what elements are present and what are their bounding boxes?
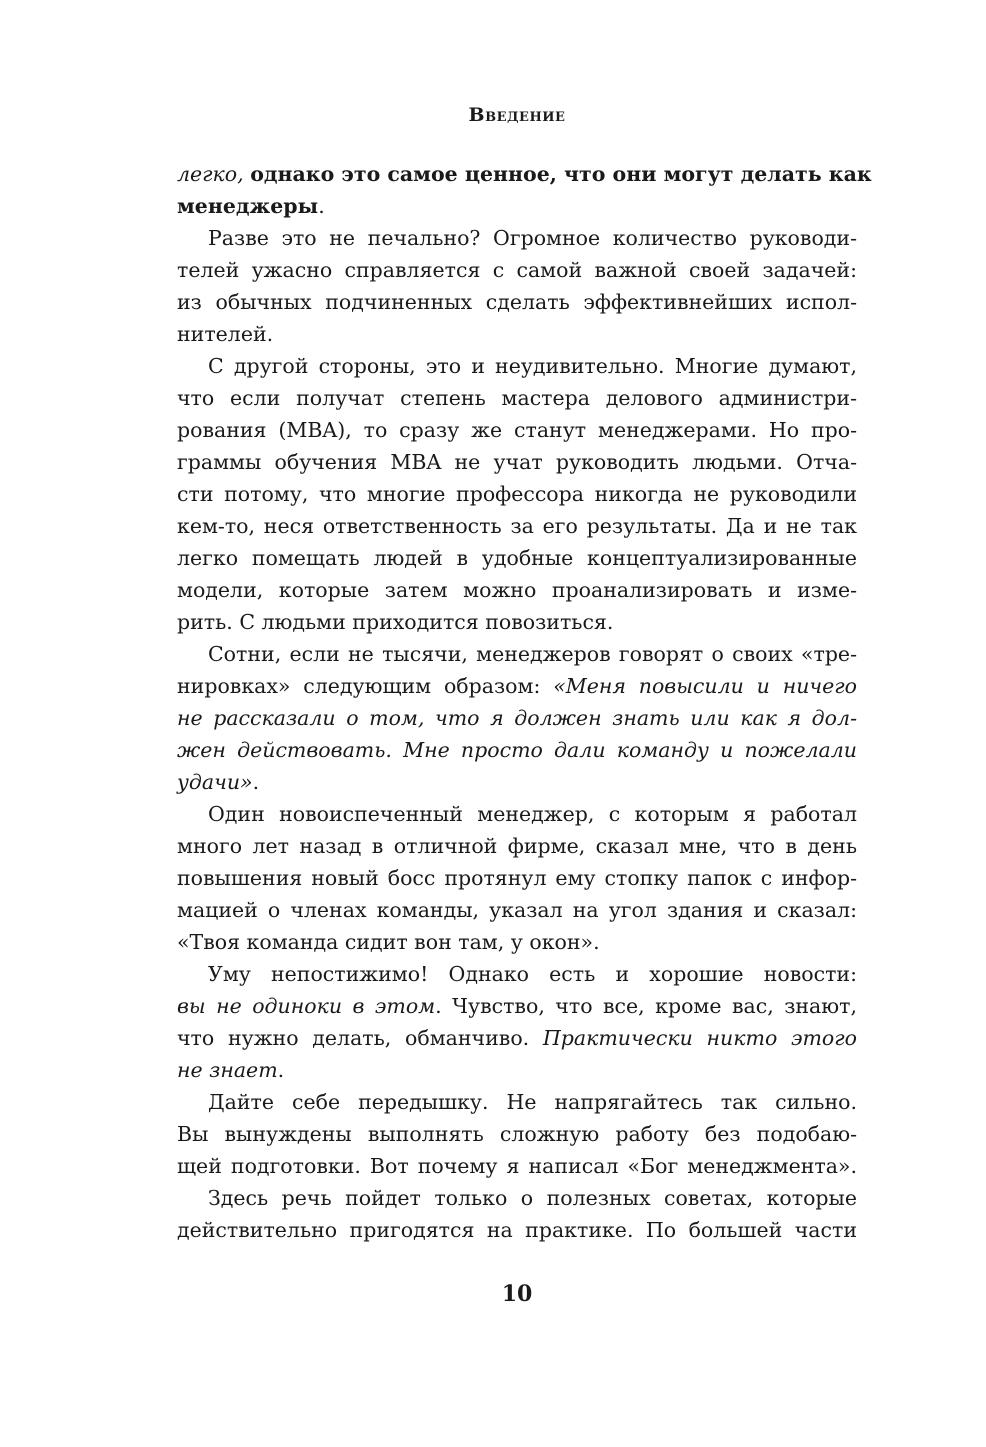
- text-run: не знает: [177, 1058, 278, 1082]
- book-page: [177, 0, 872, 1447]
- text-run: С другой стороны, это и неудивительно. Многие думают,: [208, 354, 857, 378]
- text-run: повышения новый босс протянул ему стопку папок с инфор-: [177, 866, 857, 890]
- text-line: [177, 862, 857, 894]
- text-line: [177, 478, 857, 510]
- text-line: [177, 158, 872, 190]
- text-run: щей подготовки. Вот почему я написал «Бог менеджмента».: [177, 1154, 857, 1178]
- text-run: вы не одиноки в этом: [177, 994, 436, 1018]
- text-run: однако это самое ценное, что они могут делать как: [250, 162, 872, 186]
- text-run: много лет назад в отличной фирме, сказал мне, что в день: [177, 834, 857, 858]
- text-run: .: [277, 1058, 285, 1082]
- text-line: [177, 1022, 857, 1054]
- text-run: .: [318, 194, 325, 218]
- text-line: [177, 254, 857, 286]
- text-line: [177, 1150, 857, 1182]
- text-run: граммы обучения MBA не учат руководить людьми. Отча-: [177, 450, 857, 474]
- text-run: менеджеры: [177, 194, 319, 218]
- text-line: [177, 766, 857, 798]
- text-line: [177, 670, 857, 702]
- text-run: легко,: [177, 162, 244, 186]
- text-run: Один новоиспеченный менеджер, с которым я работал: [208, 802, 857, 826]
- text-run: жен действовать. Мне просто дали команду и пожелали: [177, 738, 857, 762]
- text-line: [177, 446, 857, 478]
- text-line: [177, 638, 857, 670]
- text-line: [177, 926, 857, 958]
- text-run: из обычных подчиненных сделать эффективнейших испол-: [177, 290, 857, 314]
- text-run: кем-то, неся ответственность за его результаты. Да и не так: [177, 514, 857, 538]
- text-run: мацией о членах команды, указал на угол здания и сказал:: [177, 898, 857, 922]
- text-line: [177, 1182, 857, 1214]
- text-line: [177, 830, 857, 862]
- page-number: 10: [501, 1281, 533, 1307]
- text-run: Уму непостижимо! Однако есть и хорошие новости:: [208, 962, 857, 986]
- text-run: рования (MBA), то сразу же станут менеджерами. Но про-: [177, 418, 857, 442]
- text-line: [177, 190, 857, 222]
- text-line: [177, 894, 857, 926]
- text-line: [177, 1086, 857, 1118]
- text-line: [177, 734, 857, 766]
- text-line: [177, 702, 857, 734]
- text-run: Разве это не печально? Огромное количество руководи-: [208, 226, 857, 250]
- text-run: удачи»: [177, 770, 253, 794]
- text-line: [177, 286, 857, 318]
- text-line: [177, 798, 857, 830]
- text-run: что нужно делать, обманчиво.: [177, 1026, 543, 1050]
- text-run: легко помещать людей в удобные концептуализированные: [177, 546, 857, 570]
- text-run: телей ужасно справляется с самой важной своей задачей:: [177, 258, 857, 282]
- text-line: [177, 318, 857, 350]
- text-run: Дайте себе передышку. Не напрягайтесь так сильно.: [208, 1090, 857, 1114]
- text-line: [177, 1118, 857, 1150]
- text-line: [177, 574, 857, 606]
- text-run: нителей.: [177, 322, 274, 346]
- text-line: [177, 606, 857, 638]
- text-line: [177, 958, 857, 990]
- text-run: Здесь речь пойдет только о полезных советах, которые: [208, 1186, 857, 1210]
- text-run: Вы вынуждены выполнять сложную работу без подобаю-: [177, 1122, 857, 1146]
- text-run: .: [252, 770, 260, 794]
- text-run: рить. С людьми приходится повозиться.: [177, 610, 614, 634]
- text-line: [177, 990, 857, 1022]
- body-text: [177, 158, 872, 1246]
- text-line: [177, 1054, 857, 1086]
- text-run: «Меня повысили и ничего: [553, 674, 857, 698]
- text-line: [177, 1214, 857, 1246]
- text-run: . Чувство, что все, кроме вас, знают,: [435, 994, 857, 1018]
- text-line: [177, 414, 857, 446]
- text-run: нировках» следующим образом:: [177, 674, 554, 698]
- text-line: [177, 382, 857, 414]
- text-run: Практически никто этого: [542, 1026, 857, 1050]
- text-line: [177, 222, 857, 254]
- text-run: не рассказали о том, что я должен знать или как я дол-: [177, 706, 857, 730]
- text-run: действительно пригодятся на практике. По большей части: [177, 1218, 857, 1242]
- text-line: [177, 350, 857, 382]
- text-run: что если получат степень мастера делового администри-: [177, 386, 857, 410]
- text-run: Сотни, если не тысячи, менеджеров говорят о своих «тре-: [208, 642, 857, 666]
- running-head: Введение: [468, 104, 566, 126]
- text-run: сти потому, что многие профессора никогда не руководили: [177, 482, 857, 506]
- text-run: модели, которые затем можно проанализировать и изме-: [177, 578, 857, 602]
- text-line: [177, 510, 857, 542]
- text-run: «Твоя команда сидит вон там, у окон».: [177, 930, 600, 954]
- text-line: [177, 542, 857, 574]
